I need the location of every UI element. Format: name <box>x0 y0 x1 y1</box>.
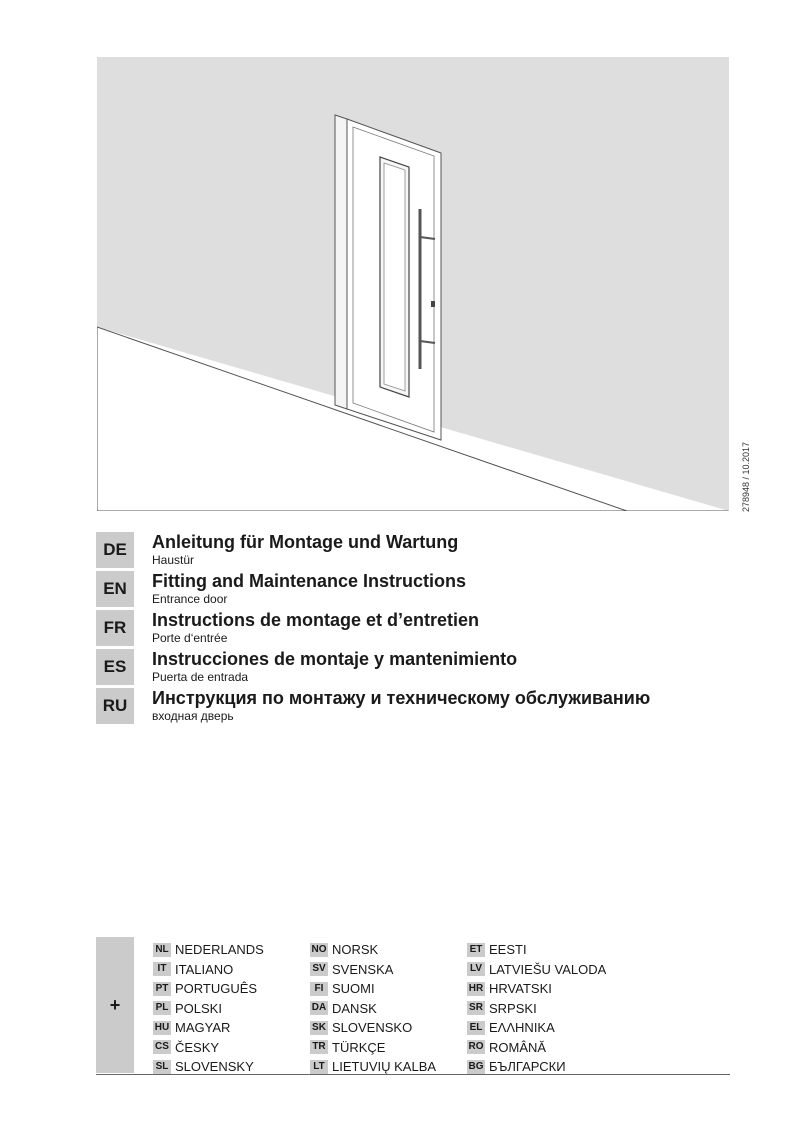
lang-name: POLSKI <box>175 1000 222 1016</box>
lang-title-es: Instrucciones de montaje y mantenimiento <box>152 649 518 669</box>
list-item <box>467 1018 606 1038</box>
lang-name: БЪЛГАРСКИ <box>489 1059 566 1075</box>
list-item <box>467 999 606 1019</box>
lang-subtitle-fr: Porte d‘entrée <box>152 631 228 645</box>
lang-name: SLOVENSKY <box>175 1059 254 1075</box>
lang-column-2 <box>310 940 436 1077</box>
lang-code-badge: IT <box>153 962 171 976</box>
lang-code-badge: SV <box>310 962 328 976</box>
lang-name: PORTUGUÊS <box>175 981 258 997</box>
lang-code-badge: RO <box>468 1041 484 1053</box>
lang-name: SVENSKA <box>332 961 394 977</box>
lang-subtitle-ru: входная дверь <box>152 709 234 723</box>
list-item <box>310 979 436 999</box>
lang-code-badge: HU <box>154 1021 170 1033</box>
lang-name: DANSK <box>332 1000 377 1016</box>
list-item <box>153 979 264 999</box>
lang-code-badge: CS <box>153 1040 171 1054</box>
lang-name: NORSK <box>332 942 379 958</box>
list-item <box>153 999 264 1019</box>
lang-code-badge: DA <box>311 1002 327 1014</box>
lang-code-badge: EL <box>467 1021 485 1035</box>
lang-code-badge: ET <box>467 943 485 957</box>
lang-code-badge: LT <box>310 1060 328 1074</box>
lang-code-fr: FR <box>96 610 134 646</box>
list-item <box>153 1038 264 1058</box>
lang-name: ČESKY <box>175 1039 220 1055</box>
list-item <box>467 979 606 999</box>
lang-code-en: EN <box>96 571 134 607</box>
document-number: 278948 / 10.2017 <box>741 441 751 512</box>
list-item <box>467 1038 606 1058</box>
lang-name: HRVATSKI <box>489 981 552 997</box>
lang-title-ru: Инструкция по монтажу и техническому обслуживанию <box>152 688 651 708</box>
list-item <box>153 960 264 980</box>
lang-code-badge: PL <box>153 1001 171 1015</box>
list-item <box>310 940 436 960</box>
lang-name: TÜRKÇE <box>332 1039 386 1055</box>
lang-code-badge: HR <box>468 982 484 994</box>
lang-code-badge: SL <box>153 1060 171 1074</box>
lang-code-badge: NO <box>311 943 327 955</box>
lang-subtitle-de: Haustür <box>152 553 195 567</box>
lang-column-3 <box>467 940 606 1077</box>
list-item <box>310 1018 436 1038</box>
lang-column-1 <box>153 940 264 1077</box>
door-lock <box>431 301 435 307</box>
additional-languages <box>96 937 730 1073</box>
lang-name: SRPSKI <box>489 1000 537 1016</box>
lang-subtitle-es: Puerta de entrada <box>152 670 249 684</box>
lang-name: NEDERLANDS <box>175 942 264 958</box>
lang-subtitle-en: Entrance door <box>152 592 228 606</box>
lang-name: EESTI <box>489 942 527 958</box>
lang-name: ROMÂNĂ <box>489 1039 547 1055</box>
lang-name: LIETUVIŲ KALBA <box>332 1059 437 1075</box>
list-item <box>467 940 606 960</box>
list-item <box>310 1038 436 1058</box>
lang-name: ITALIANO <box>175 961 234 977</box>
lang-title-en: Fitting and Maintenance Instructions <box>152 571 467 591</box>
lang-name: SLOVENSKO <box>332 1020 413 1036</box>
door-illustration <box>97 57 729 511</box>
lang-code-badge: TR <box>310 1040 328 1054</box>
lang-title-fr: Instructions de montage et d’entretien <box>152 610 480 630</box>
lang-code-badge: SK <box>310 1021 328 1035</box>
lang-code-de: DE <box>96 532 134 568</box>
plus-icon: + <box>96 937 134 1073</box>
lang-name: LATVIEŠU VALODA <box>489 961 607 977</box>
lang-code-ru: RU <box>96 688 134 724</box>
lang-code-es: ES <box>96 649 134 685</box>
lang-name: MAGYAR <box>175 1020 231 1036</box>
lang-code-badge: BG <box>468 1060 484 1072</box>
door-frame-reveal <box>335 115 347 409</box>
lang-code-badge: NL <box>153 943 171 957</box>
lang-name: SUOMI <box>332 981 375 997</box>
lang-code-badge: FI <box>310 982 328 996</box>
lang-code-badge: PT <box>153 982 171 996</box>
list-item <box>310 960 436 980</box>
list-item <box>310 999 436 1019</box>
list-item <box>467 960 606 980</box>
bottom-divider <box>96 1074 730 1075</box>
lang-code-badge: LV <box>467 962 485 976</box>
lang-name: ΕΛΛΗΝΙΚΑ <box>489 1020 555 1036</box>
lang-code-badge: SR <box>467 1001 485 1015</box>
list-item <box>153 940 264 960</box>
list-item <box>153 1018 264 1038</box>
lang-title-de: Anleitung für Montage und Wartung <box>152 532 459 552</box>
